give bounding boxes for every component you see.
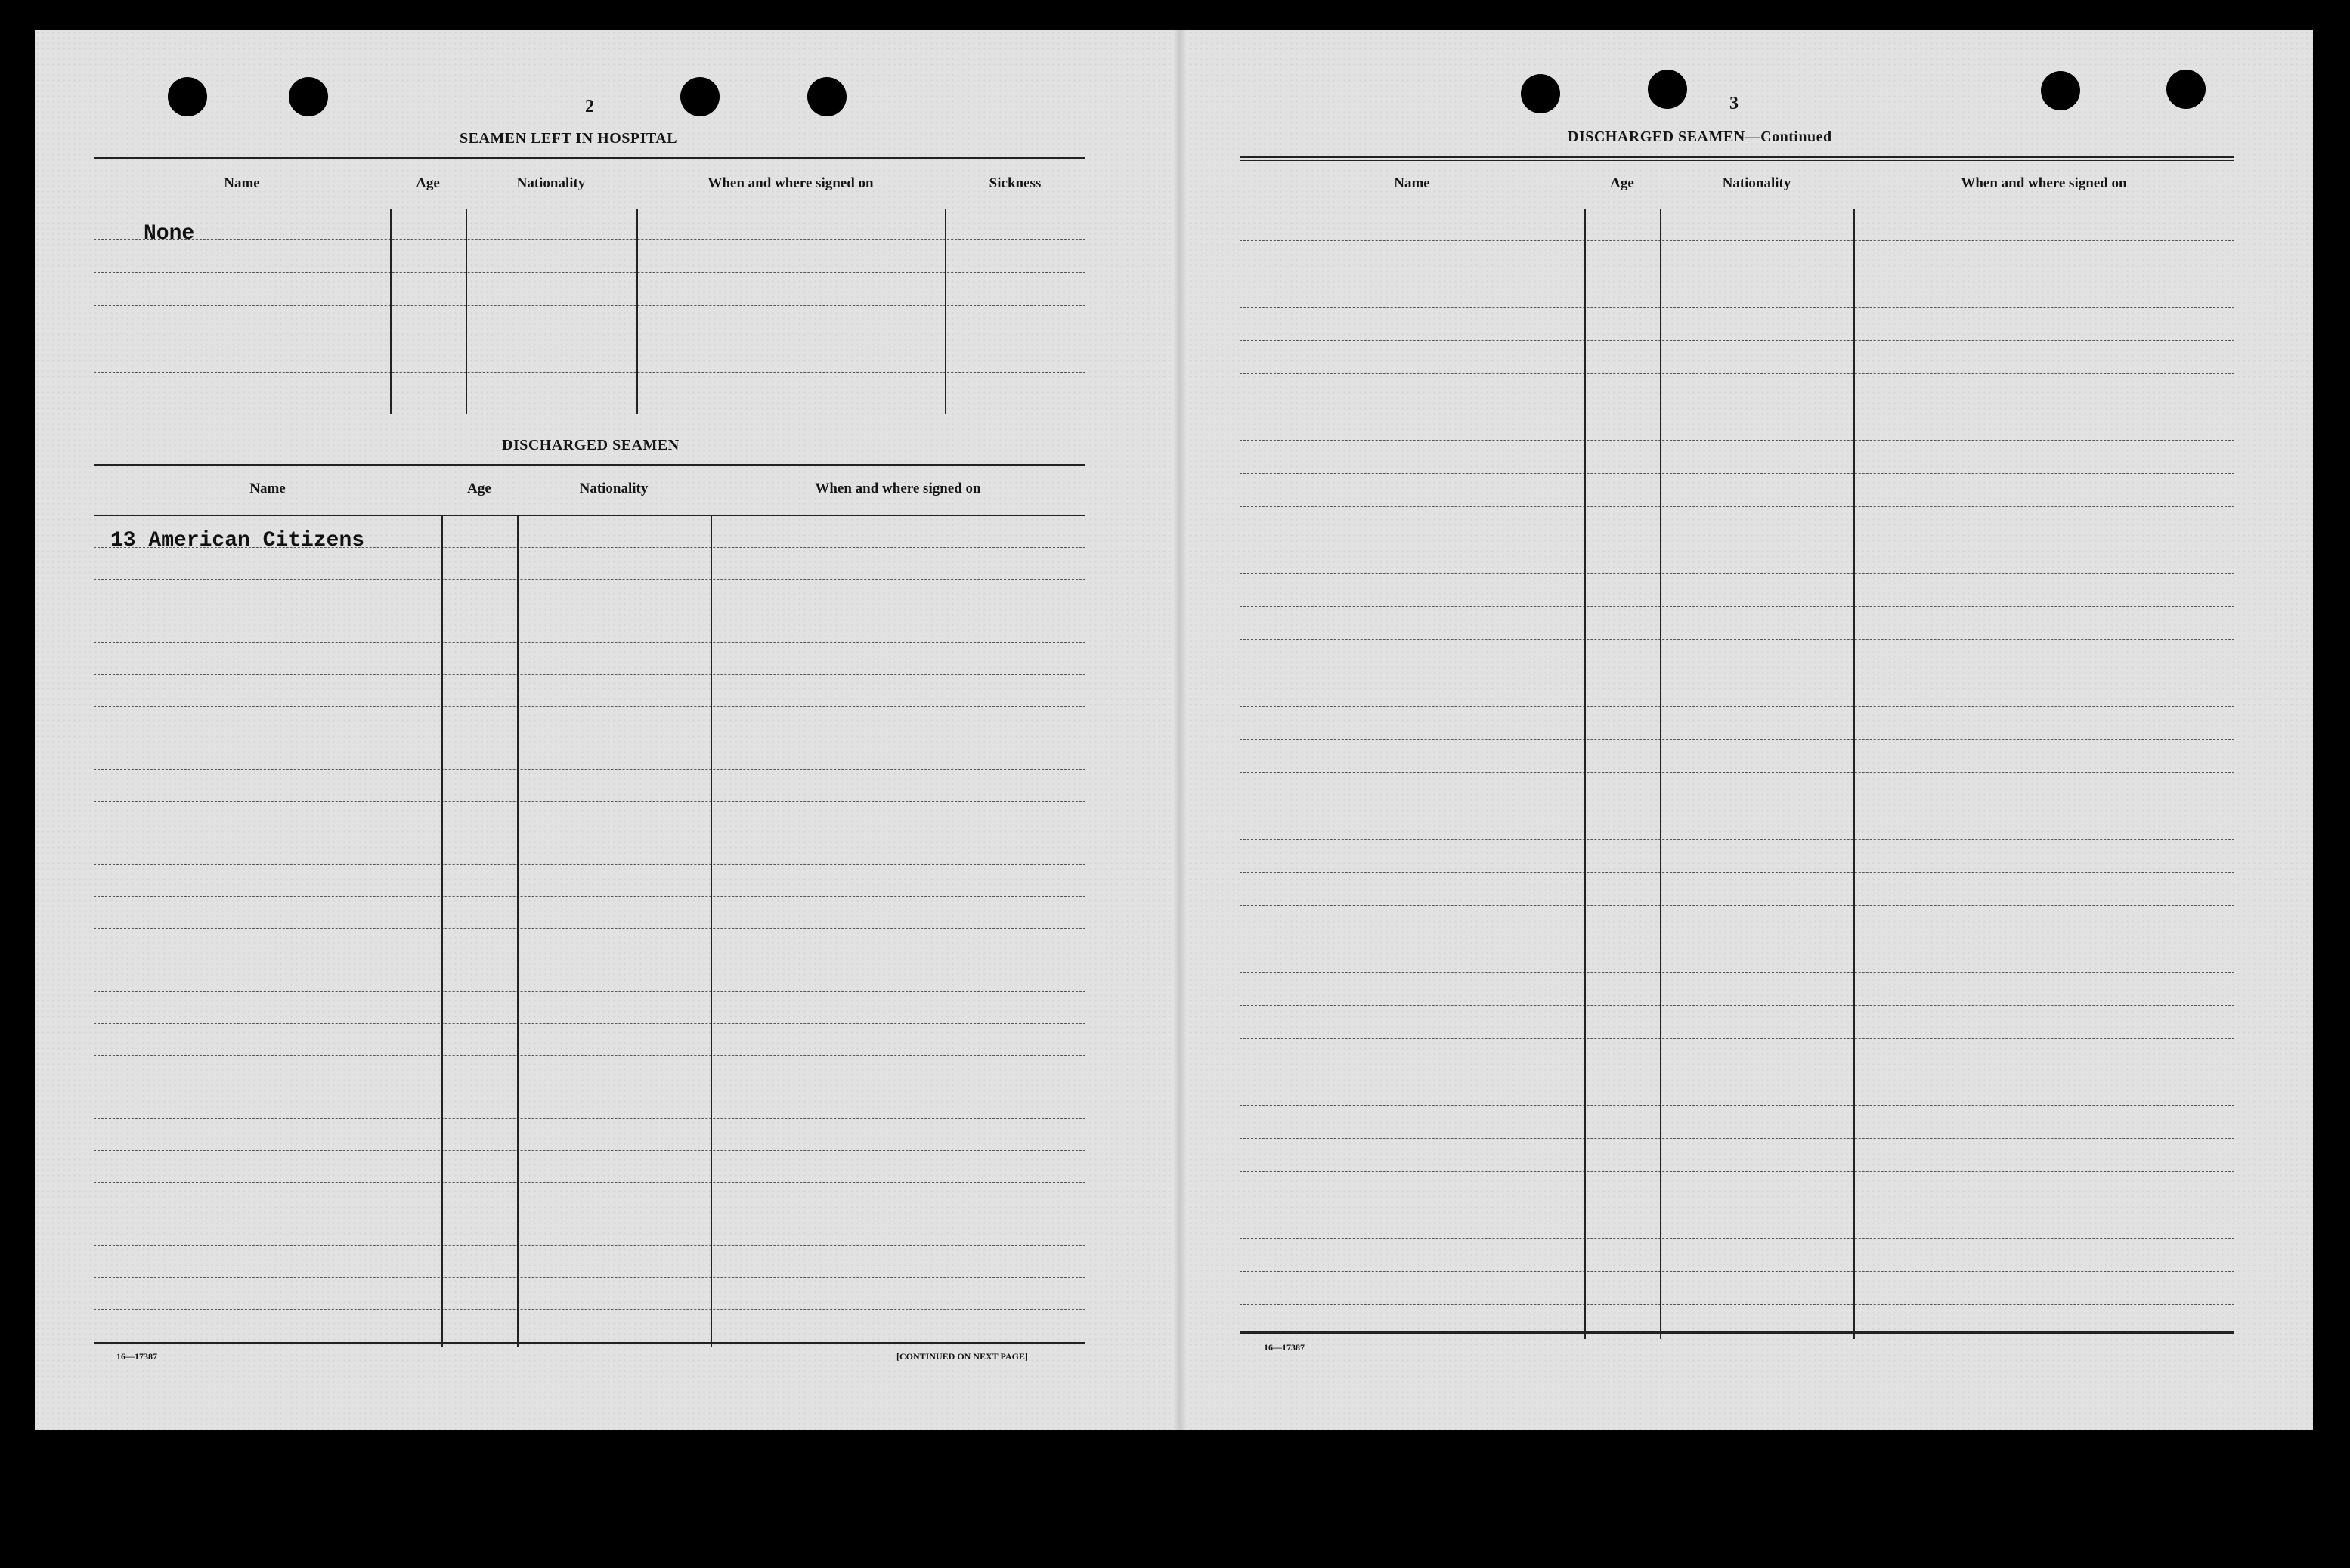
ruled-line <box>1240 606 2234 607</box>
col-header-age: Age <box>416 175 440 191</box>
ruled-line <box>1240 440 2234 441</box>
hospital-table <box>94 157 1085 414</box>
ruled-line <box>1240 506 2234 507</box>
discharged-entry: 13 American Citizens <box>110 529 365 552</box>
page-number-left: 2 <box>585 97 594 116</box>
ruled-line <box>94 1150 1085 1151</box>
ruled-line <box>94 1309 1085 1310</box>
discharged-continued-title: DISCHARGED SEAMEN—Continued <box>1568 128 1832 145</box>
ruled-line <box>94 896 1085 897</box>
ruled-line <box>1240 706 2234 707</box>
ruled-line <box>1240 1271 2234 1272</box>
ruled-line <box>94 1023 1085 1024</box>
punch-hole <box>1521 74 1560 113</box>
ruled-line <box>1240 473 2234 474</box>
col-header-name: Name <box>1394 175 1430 191</box>
discharged-continued-table <box>1240 156 2234 1344</box>
ruled-line <box>1240 1038 2234 1039</box>
col-header-age: Age <box>467 481 491 496</box>
ruled-line <box>1240 772 2234 773</box>
ruled-line <box>1240 1105 2234 1106</box>
ruled-line <box>1240 307 2234 308</box>
ruled-line <box>1240 905 2234 906</box>
col-header-name: Name <box>224 175 260 191</box>
ruled-line <box>94 1182 1085 1183</box>
ruled-line <box>94 1277 1085 1278</box>
ruled-line <box>1240 1304 2234 1305</box>
ruled-line <box>94 991 1085 992</box>
ruled-line <box>94 579 1085 580</box>
punch-hole <box>168 77 207 116</box>
ruled-line <box>1240 1171 2234 1172</box>
ruled-line <box>94 769 1085 770</box>
ruled-line <box>94 706 1085 707</box>
ruled-line <box>1240 373 2234 374</box>
ruled-line <box>1240 1238 2234 1239</box>
ruled-line <box>1240 739 2234 740</box>
col-header-age: Age <box>1610 175 1634 191</box>
discharged-section-title: DISCHARGED SEAMEN <box>502 437 680 453</box>
ruled-line <box>1240 872 2234 873</box>
ruled-line <box>1240 839 2234 840</box>
punch-hole <box>2041 71 2080 110</box>
col-header-name: Name <box>249 481 286 496</box>
col-header-nationality: Nationality <box>516 175 586 191</box>
punch-hole <box>289 77 328 116</box>
discharged-table <box>94 464 1085 1348</box>
ruled-line <box>94 864 1085 865</box>
ruled-line <box>1240 1005 2234 1006</box>
ruled-line <box>1240 240 2234 241</box>
col-header-signed-on: When and where signed on <box>707 175 874 191</box>
ruled-line <box>94 674 1085 675</box>
col-header-signed-on: When and where signed on <box>815 481 981 496</box>
hospital-section-title: SEAMEN LEFT IN HOSPITAL <box>460 130 678 147</box>
punch-hole <box>807 77 847 116</box>
punch-hole <box>1648 70 1687 109</box>
col-header-signed-on: When and where signed on <box>1961 175 2127 191</box>
form-number-left: 16—17387 <box>116 1351 157 1362</box>
hospital-entry-none: None <box>144 222 195 246</box>
punch-hole <box>2166 70 2206 109</box>
col-header-sickness: Sickness <box>989 175 1042 191</box>
ruled-line <box>1240 573 2234 574</box>
ruled-line <box>94 1245 1085 1246</box>
page-number-right: 3 <box>1729 94 1739 113</box>
col-header-nationality: Nationality <box>579 481 649 496</box>
continued-note: [CONTINUED ON NEXT PAGE] <box>896 1351 1028 1362</box>
punch-hole <box>680 77 720 116</box>
ruled-line <box>94 642 1085 643</box>
ruled-line <box>94 801 1085 802</box>
page-fold <box>1173 30 1187 1430</box>
ruled-line <box>1240 1138 2234 1139</box>
form-number-right: 16—17387 <box>1264 1342 1305 1353</box>
ruled-line <box>94 1118 1085 1119</box>
ruled-line <box>1240 340 2234 341</box>
col-header-nationality: Nationality <box>1722 175 1791 191</box>
ruled-line <box>94 1055 1085 1056</box>
ruled-line <box>94 928 1085 929</box>
ruled-line <box>1240 639 2234 640</box>
ruled-line <box>1240 972 2234 973</box>
